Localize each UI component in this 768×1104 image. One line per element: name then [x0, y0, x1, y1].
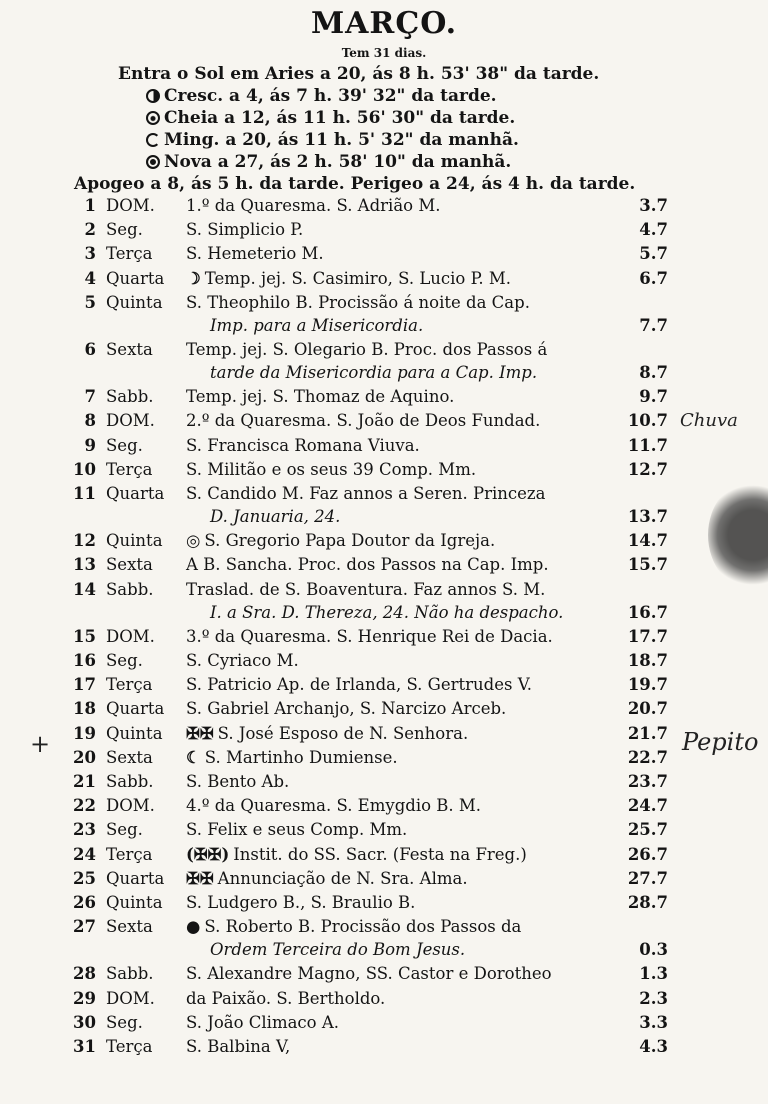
day-row-number	[0, 940, 768, 962]
day-number: 23	[73, 820, 96, 840]
day-number: 19	[73, 723, 96, 743]
saint-text: ☽ Temp. jej. S. Casimiro, S. Lucio P. M.	[186, 268, 511, 288]
day-row	[0, 411, 768, 433]
day-row	[0, 989, 768, 1011]
day-row	[0, 675, 768, 697]
weekday: Terça	[106, 844, 153, 864]
weekday: Sabb.	[106, 772, 154, 791]
feast-mark-icon: ◎	[186, 531, 201, 551]
day-row	[0, 580, 768, 602]
weekday: Quarta	[106, 268, 165, 288]
saint-text: 4.º da Quaresma. S. Emygdio B. M.	[186, 796, 482, 816]
day-row	[0, 1013, 768, 1035]
day-number: 30	[73, 1012, 96, 1032]
day-row	[0, 220, 768, 242]
day-number: 25	[73, 868, 96, 888]
moon-age: 28.7	[627, 893, 668, 912]
weekday: Seg.	[106, 220, 143, 240]
weekday: Quarta	[106, 484, 165, 503]
day-number: 24	[73, 844, 96, 864]
moon-phase-text: Ming. a 20, ás 11 h. 5' 32" da manhã.	[164, 130, 519, 150]
day-row	[0, 531, 768, 553]
saint-text: S. Felix e seus Comp. Mm.	[186, 820, 408, 840]
day-number: 13	[73, 555, 96, 575]
day-row-number	[0, 316, 768, 338]
saint-text-continued: Imp. para a Misericordia.	[210, 315, 424, 335]
saint-text: S. Simplicio P.	[186, 220, 304, 240]
moon-age: 15.7	[627, 555, 668, 575]
moon-age: 13.7	[627, 507, 668, 526]
day-row	[0, 917, 768, 939]
weekday: Quinta	[106, 893, 163, 912]
day-row	[0, 772, 768, 794]
weekday: Seg.	[106, 435, 143, 455]
day-row	[0, 893, 768, 915]
day-number: 10	[73, 459, 96, 479]
moon-wax-icon	[146, 89, 160, 103]
saint-text-continued: D. Januaria, 24.	[210, 507, 341, 526]
handwritten-name: Pepito	[682, 728, 759, 756]
moon-age: 12.7	[627, 459, 668, 479]
moon-age: 7.7	[639, 315, 668, 335]
moon-phase-wane	[146, 130, 519, 150]
saint-text: S. Militão e os seus 39 Comp. Mm.	[186, 459, 477, 479]
day-number: 21	[73, 772, 96, 791]
day-number: 29	[73, 988, 96, 1008]
weekday: Sexta	[106, 917, 153, 937]
weekday: DOM.	[106, 626, 155, 646]
sun-entry: Entra o Sol em Aries a 20, ás 8 h. 53' 38" da tarde.	[118, 64, 600, 84]
saint-text: Temp. jej. S. Olegario B. Proc. dos Passos á	[186, 340, 548, 359]
weekday: Sexta	[106, 747, 153, 767]
saint-text: (✠✠) Instit. do SS. Sacr. (Festa na Freg.)	[186, 844, 527, 864]
moon-age: 27.7	[627, 868, 668, 888]
weekday: Terça	[106, 1037, 153, 1056]
saint-text: ✠✠ S. José Esposo de N. Senhora.	[186, 723, 469, 743]
handwritten-note: Chuva	[680, 410, 738, 431]
day-row	[0, 269, 768, 291]
weekday: DOM.	[106, 411, 155, 431]
day-number: 12	[73, 531, 96, 551]
weekday: Terça	[106, 244, 153, 264]
moon-full-icon	[146, 111, 160, 125]
weekday: Seg.	[106, 1012, 143, 1032]
feast-mark-icon: (✠✠)	[186, 844, 230, 864]
days-count: Tem 31 dias.	[341, 46, 427, 60]
weekday: Quinta	[106, 531, 163, 551]
weekday: Quinta	[106, 292, 163, 312]
day-row	[0, 244, 768, 266]
day-number: 17	[73, 675, 96, 695]
weekday: Quarta	[106, 699, 165, 719]
day-number: 8	[84, 411, 96, 431]
day-row	[0, 845, 768, 867]
saint-text: A B. Sancha. Proc. dos Passos na Cap. Imp.	[186, 555, 549, 575]
saint-text: S. Patricio Ap. de Irlanda, S. Gertrudes V.	[186, 675, 532, 695]
saint-text: 3.º da Quaresma. S. Henrique Rei de Dacia.	[186, 626, 553, 646]
day-number: 9	[84, 435, 96, 455]
saint-text: S. Hemeterio M.	[186, 244, 324, 264]
weekday: Seg.	[106, 651, 143, 670]
apogee-line: Apogeo a 8, ás 5 h. da tarde. Perigeo a 24, ás 4 h. da tarde.	[74, 174, 636, 194]
moon-new-icon	[146, 155, 160, 169]
moon-phase-wax	[146, 86, 497, 106]
day-number: 28	[73, 964, 96, 984]
moon-phase-text: Cresc. a 4, ás 7 h. 39' 32" da tarde.	[164, 86, 497, 106]
day-number: 20	[73, 747, 96, 767]
weekday: DOM.	[106, 796, 155, 816]
day-row-number	[0, 507, 768, 529]
moon-phase-new	[146, 152, 511, 172]
weekday: Sabb.	[106, 964, 154, 984]
day-row	[0, 699, 768, 721]
day-row	[0, 724, 768, 746]
moon-age: 8.7	[639, 363, 668, 382]
day-row-number	[0, 363, 768, 385]
saint-text: ◎ S. Gregorio Papa Doutor da Igreja.	[186, 531, 496, 551]
saint-text-continued: tarde da Misericordia para a Cap. Imp.	[210, 363, 538, 382]
moon-age: 23.7	[627, 772, 668, 791]
saint-text: S. Gabriel Archanjo, S. Narcizo Arceb.	[186, 699, 507, 719]
page-title: MARÇO.	[310, 6, 458, 41]
saint-text: Traslad. de S. Boaventura. Faz annos S. M.	[186, 579, 546, 599]
feast-mark-icon: ✠✠	[186, 723, 214, 743]
moon-age: 19.7	[627, 675, 668, 695]
handwritten-cross: +	[30, 730, 51, 758]
saint-text: S. Bento Ab.	[186, 772, 290, 791]
moon-age: 4.7	[639, 220, 668, 240]
weekday: Quarta	[106, 868, 165, 888]
moon-age: 2.3	[639, 988, 668, 1008]
day-row	[0, 964, 768, 986]
saint-text-continued: I. a Sra. D. Thereza, 24. Não ha despacho.	[210, 602, 564, 622]
weekday: Seg.	[106, 820, 143, 840]
day-number: 4	[84, 268, 96, 288]
day-number: 7	[84, 387, 96, 407]
saint-text: Temp. jej. S. Thomaz de Aquino.	[186, 387, 455, 407]
saint-text: ● S. Roberto B. Procissão dos Passos da	[186, 917, 522, 937]
moon-wane-icon	[146, 133, 160, 147]
moon-age: 18.7	[627, 651, 668, 670]
feast-mark-icon: ✠✠	[186, 868, 214, 888]
weekday: DOM.	[106, 988, 155, 1008]
weekday: Quinta	[106, 723, 163, 743]
day-number: 5	[84, 292, 96, 312]
moon-age: 0.3	[639, 940, 668, 960]
moon-age: 1.3	[639, 964, 668, 984]
day-row	[0, 820, 768, 842]
weekday: Sexta	[106, 340, 153, 359]
saint-text: da Paixão. S. Bertholdo.	[186, 988, 386, 1008]
saint-text: ☾ S. Martinho Dumiense.	[186, 747, 398, 767]
day-row	[0, 293, 768, 315]
saint-text: 2.º da Quaresma. S. João de Deos Fundad.	[186, 411, 541, 431]
day-number: 14	[73, 579, 96, 599]
moon-age: 21.7	[627, 723, 668, 743]
day-row	[0, 555, 768, 577]
feast-mark-icon: ☾	[186, 747, 201, 767]
moon-phase-text: Nova a 27, ás 2 h. 58' 10" da manhã.	[164, 152, 512, 172]
weekday: Sabb.	[106, 579, 154, 599]
day-number: 27	[73, 917, 96, 937]
day-number: 18	[73, 699, 96, 719]
day-row	[0, 460, 768, 482]
day-number: 2	[84, 220, 96, 240]
moon-age: 5.7	[639, 244, 668, 264]
feast-mark-icon: ☽	[186, 268, 201, 288]
saint-text: S. Candido M. Faz annos a Seren. Princeza	[186, 484, 546, 503]
moon-phase-text: Cheia a 12, ás 11 h. 56' 30" da tarde.	[164, 108, 516, 128]
feast-mark-icon: ●	[186, 917, 201, 937]
moon-age: 14.7	[627, 531, 668, 551]
day-row	[0, 869, 768, 891]
saint-text: S. Theophilo B. Procissão á noite da Cap.	[186, 292, 530, 312]
weekday: Terça	[106, 459, 153, 479]
day-number: 3	[84, 244, 96, 264]
moon-age: 3.7	[639, 196, 668, 215]
day-row	[0, 627, 768, 649]
moon-age: 22.7	[627, 747, 668, 767]
day-row-number	[0, 603, 768, 625]
saint-text-continued: Ordem Terceira do Bom Jesus.	[210, 940, 466, 960]
weekday: Sexta	[106, 555, 153, 575]
day-number: 15	[73, 626, 96, 646]
moon-age: 16.7	[627, 602, 668, 622]
day-row	[0, 387, 768, 409]
moon-age: 17.7	[627, 626, 668, 646]
day-number: 11	[73, 484, 96, 503]
day-number: 6	[84, 340, 96, 359]
day-number: 26	[73, 893, 96, 912]
day-row	[0, 1037, 768, 1059]
moon-age: 4.3	[639, 1037, 668, 1056]
saint-text: S. Alexandre Magno, SS. Castor e Dorotheo	[186, 964, 552, 984]
moon-phase-full	[146, 108, 515, 128]
saint-text: S. Balbina V,	[186, 1037, 291, 1056]
day-number: 22	[73, 796, 96, 816]
day-row	[0, 436, 768, 458]
moon-age: 10.7	[627, 411, 668, 431]
saint-text: 1.º da Quaresma. S. Adrião M.	[186, 196, 441, 215]
day-row	[0, 651, 768, 673]
day-row	[0, 796, 768, 818]
saint-text: S. João Climaco A.	[186, 1012, 340, 1032]
day-row	[0, 484, 768, 506]
day-number: 31	[73, 1037, 96, 1056]
saint-text: S. Cyriaco M.	[186, 651, 299, 670]
saint-text: ✠✠ Annunciação de N. Sra. Alma.	[186, 868, 468, 888]
moon-age: 20.7	[627, 699, 668, 719]
moon-age: 11.7	[627, 435, 668, 455]
moon-age: 25.7	[627, 820, 668, 840]
saint-text: S. Ludgero B., S. Braulio B.	[186, 893, 416, 912]
day-row	[0, 340, 768, 362]
moon-age: 6.7	[639, 268, 668, 288]
weekday: DOM.	[106, 196, 155, 215]
saint-text: S. Francisca Romana Viuva.	[186, 435, 420, 455]
day-number: 1	[84, 196, 96, 215]
weekday: Terça	[106, 675, 153, 695]
moon-age: 9.7	[639, 387, 668, 407]
day-row	[0, 196, 768, 218]
day-number: 16	[73, 651, 96, 670]
weekday: Sabb.	[106, 387, 154, 407]
moon-age: 26.7	[627, 844, 668, 864]
moon-age: 24.7	[627, 796, 668, 816]
moon-age: 3.3	[639, 1012, 668, 1032]
day-row	[0, 748, 768, 770]
